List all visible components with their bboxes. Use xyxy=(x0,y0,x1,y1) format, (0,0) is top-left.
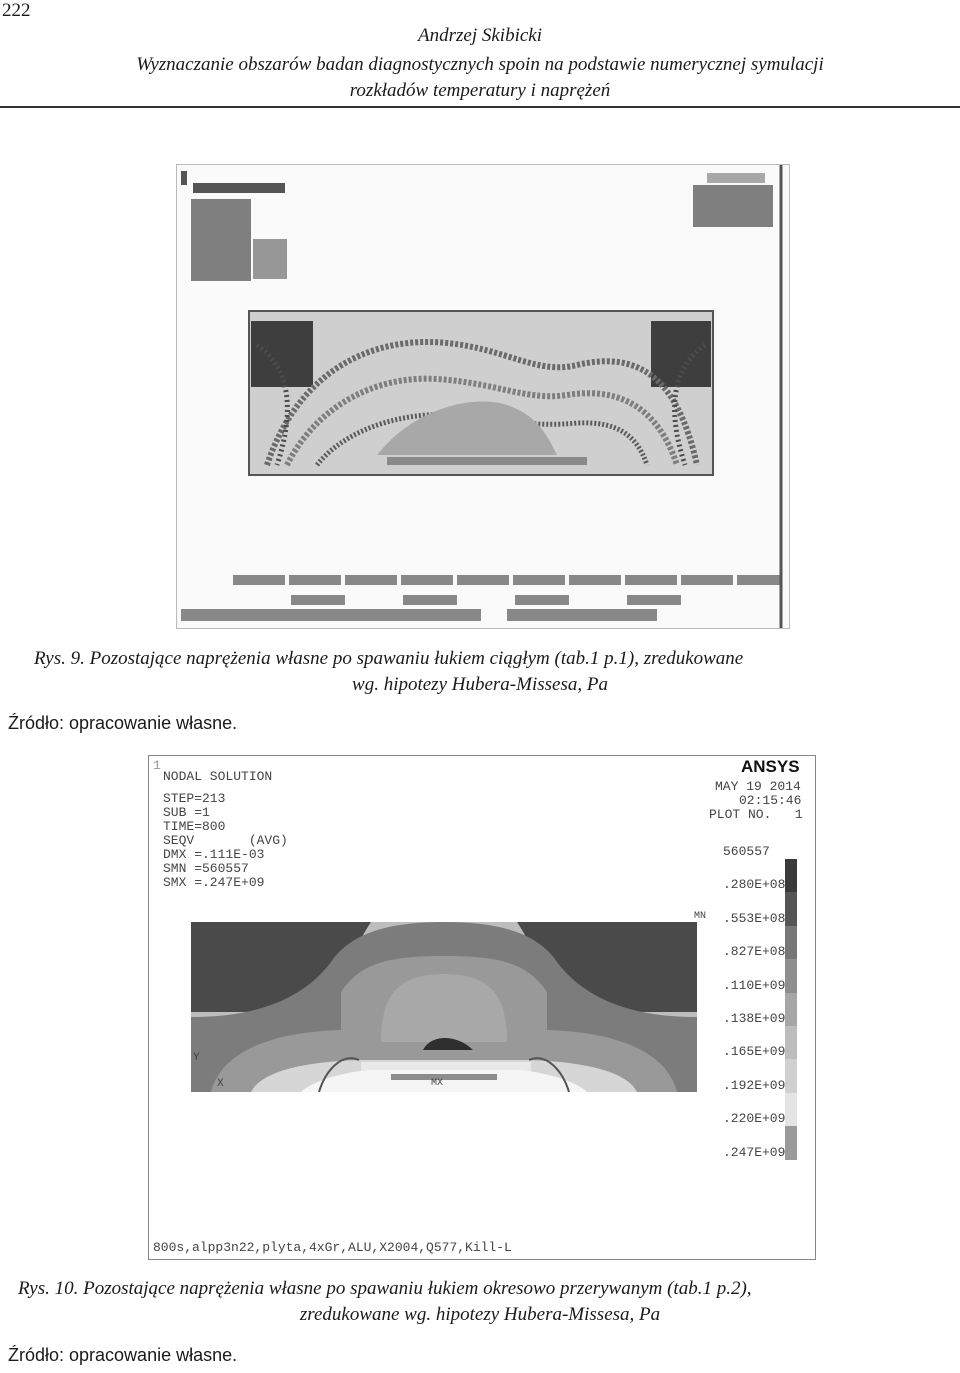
legend-label: .165E+09 xyxy=(723,1044,786,1060)
plot-time: 02:15:46 xyxy=(739,793,802,808)
legend-entry xyxy=(723,1044,813,1074)
legend-label: .220E+09 xyxy=(723,1111,786,1127)
legend-label: .553E+08 xyxy=(723,910,786,926)
plot-date: MAY 19 2014 xyxy=(715,779,801,794)
plot-footer: 800s,alpp3n22,plyta,4xGr,ALU,X2004,Q577,Kill-L xyxy=(153,1240,512,1255)
legend-label: .192E+09 xyxy=(723,1077,786,1093)
header-title-line1: Wyznaczanie obszarów badan diagnostycznych spoin na podstawie numerycznej symulacji xyxy=(136,54,824,75)
figure-9-image xyxy=(176,164,790,629)
legend-entry xyxy=(723,1145,813,1175)
figure-9-caption-line1: Rys. 9. Pozostające naprężenia własne po spawaniu łukiem ciągłym (tab.1 p.1), zredukowane xyxy=(34,648,744,669)
figure-10-source: Źródło: opracowanie własne. xyxy=(8,1345,238,1365)
stress-legend xyxy=(723,844,813,1158)
axis-y-label: Y xyxy=(193,1052,200,1064)
window-number: 1 xyxy=(153,758,161,773)
legend-label: .138E+09 xyxy=(723,1011,786,1026)
legend-label: .827E+08 xyxy=(723,944,786,960)
ansys-logo: ANSYS xyxy=(741,757,800,776)
legend-label: .280E+08 xyxy=(723,877,786,893)
info-dmx: DMX =.111E-03 xyxy=(163,847,265,862)
figure-9-contour-plot xyxy=(177,165,789,628)
legend-entry xyxy=(723,1111,813,1141)
legend-entry xyxy=(723,1011,813,1041)
axis-x-label: X xyxy=(217,1078,224,1090)
plot-number: PLOT NO. 1 xyxy=(709,807,803,822)
legend-label: .110E+09 xyxy=(723,977,786,993)
max-marker: MX xyxy=(431,1078,444,1089)
info-seqv: SEQV (AVG) xyxy=(163,833,288,848)
page-number: 222 xyxy=(2,0,31,21)
plot-info xyxy=(163,792,288,890)
legend-entry xyxy=(723,978,813,1008)
legend-entry xyxy=(723,844,813,874)
info-step: STEP=213 xyxy=(163,791,226,806)
legend-entry xyxy=(723,1078,813,1108)
legend-entry xyxy=(723,944,813,974)
solution-title: NODAL SOLUTION xyxy=(163,769,273,784)
legend-entry xyxy=(723,877,813,907)
figure-10-caption-line1: Rys. 10. Pozostające naprężenia własne po spawaniu łukiem okresowo przerywanym (tab.1 p.2), xyxy=(18,1278,752,1299)
header-title-line2: rozkładów temperatury i naprężeń xyxy=(349,80,611,101)
figure-10-image xyxy=(148,755,816,1260)
figure-10-caption-line2: zredukowane wg. hipotezy Hubera-Missesa, Pa xyxy=(299,1304,661,1325)
info-sub: SUB =1 xyxy=(163,805,210,820)
legend-label: 560557 xyxy=(723,844,770,859)
min-marker: MN xyxy=(694,911,707,922)
header-author: Andrzej Skibicki xyxy=(418,25,542,46)
info-time: TIME=800 xyxy=(163,819,226,834)
legend-label: .247E+09 xyxy=(723,1144,786,1160)
figure-10-contour-plot xyxy=(191,922,697,1092)
legend-entry xyxy=(723,911,813,941)
header-rule xyxy=(0,106,960,108)
figure-9-caption-line2: wg. hipotezy Hubera-Missesa, Pa xyxy=(352,674,608,695)
info-smx: SMX =.247E+09 xyxy=(163,875,265,890)
figure-9-source: Źródło: opracowanie własne. xyxy=(8,713,238,733)
info-smn: SMN =560557 xyxy=(163,861,249,876)
